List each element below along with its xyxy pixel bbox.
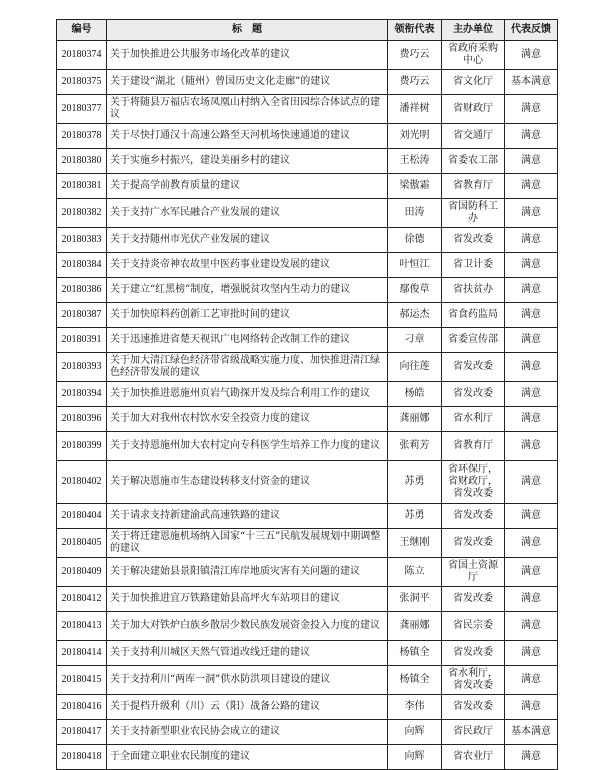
cell-feedback: 满意 bbox=[505, 353, 558, 382]
table-row bbox=[57, 124, 558, 149]
table-row bbox=[57, 529, 558, 558]
cell-title: 关于支持恩施州加大农村定向专科医学生培养工作力度的建议 bbox=[107, 432, 388, 461]
cell-title: 关于将迁建恩施机场纳入国家“十三五”民航发展规划中期调整的建议 bbox=[107, 529, 388, 558]
cell-unit: 省国土资源厅 bbox=[442, 558, 505, 587]
cell-feedback: 满意 bbox=[505, 558, 558, 587]
cell-no: 20180387 bbox=[57, 303, 107, 328]
cell-feedback: 满意 bbox=[505, 278, 558, 303]
table-row bbox=[57, 504, 558, 529]
table-body bbox=[57, 41, 558, 770]
table-row bbox=[57, 95, 558, 124]
cell-feedback: 满意 bbox=[505, 529, 558, 558]
cell-feedback: 满意 bbox=[505, 41, 558, 70]
cell-unit: 省水利厅 bbox=[442, 407, 505, 432]
cell-title: 关于支持利川“两库一洞”供水防洪项目建设的建议 bbox=[107, 666, 388, 695]
cell-no: 20180409 bbox=[57, 558, 107, 587]
cell-no: 20180418 bbox=[57, 745, 107, 770]
cell-feedback: 满意 bbox=[505, 328, 558, 353]
cell-feedback: 满意 bbox=[505, 666, 558, 695]
cell-title: 关于建立“红黑榜”制度，增强脱贫攻坚内生动力的建议 bbox=[107, 278, 388, 303]
cell-rep: 陈立 bbox=[388, 558, 442, 587]
cell-rep: 叶恒江 bbox=[388, 253, 442, 278]
cell-feedback: 满意 bbox=[505, 174, 558, 199]
cell-title: 关于提档升级利（川）云（阳）战备公路的建议 bbox=[107, 695, 388, 720]
cell-unit: 省交通厅 bbox=[442, 124, 505, 149]
cell-rep: 龚丽娜 bbox=[388, 407, 442, 432]
cell-unit: 省发改委 bbox=[442, 529, 505, 558]
cell-feedback: 满意 bbox=[505, 641, 558, 666]
cell-unit: 省教育厅 bbox=[442, 432, 505, 461]
table-row bbox=[57, 41, 558, 70]
cell-title: 关于加快原料药创新工艺审批时间的建议 bbox=[107, 303, 388, 328]
cell-feedback: 满意 bbox=[505, 228, 558, 253]
cell-no: 20180414 bbox=[57, 641, 107, 666]
cell-title: 关于将随县万福店农场凤凰山村纳入全省田园综合体试点的建议 bbox=[107, 95, 388, 124]
cell-unit: 省文化厅 bbox=[442, 70, 505, 95]
cell-rep: 杨镇全 bbox=[388, 666, 442, 695]
cell-unit: 省发改委 bbox=[442, 641, 505, 666]
cell-rep: 张莉芳 bbox=[388, 432, 442, 461]
cell-no: 20180399 bbox=[57, 432, 107, 461]
table-header-row bbox=[57, 20, 558, 41]
cell-unit: 省扶贫办 bbox=[442, 278, 505, 303]
cell-rep: 杨皓 bbox=[388, 382, 442, 407]
cell-rep: 龚丽娜 bbox=[388, 612, 442, 641]
cell-rep: 鄢俊草 bbox=[388, 278, 442, 303]
cell-rep: 刘光明 bbox=[388, 124, 442, 149]
cell-feedback: 满意 bbox=[505, 504, 558, 529]
cell-title: 关于支持炎帝神农故里中医药事业建设发展的建议 bbox=[107, 253, 388, 278]
cell-rep: 向辉 bbox=[388, 745, 442, 770]
cell-no: 20180380 bbox=[57, 149, 107, 174]
cell-unit: 省发改委 bbox=[442, 353, 505, 382]
table-row bbox=[57, 228, 558, 253]
cell-unit: 省委农工部 bbox=[442, 149, 505, 174]
table-row bbox=[57, 695, 558, 720]
table-row bbox=[57, 461, 558, 504]
cell-title: 关于解决建始县景阳镇清江库岸地质灾害有关问题的建议 bbox=[107, 558, 388, 587]
table-row bbox=[57, 745, 558, 770]
cell-title: 关于加快推进恩施州页岩气勘探开发及综合利用工作的建议 bbox=[107, 382, 388, 407]
table-row bbox=[57, 353, 558, 382]
cell-feedback: 满意 bbox=[505, 253, 558, 278]
cell-feedback: 满意 bbox=[505, 303, 558, 328]
cell-rep: 郝运杰 bbox=[388, 303, 442, 328]
cell-unit: 省农业厅 bbox=[442, 745, 505, 770]
table-row bbox=[57, 407, 558, 432]
table-row bbox=[57, 199, 558, 228]
cell-rep: 向往莲 bbox=[388, 353, 442, 382]
cell-no: 20180384 bbox=[57, 253, 107, 278]
cell-title: 关于加快推进公共服务市场化改革的建议 bbox=[107, 41, 388, 70]
cell-unit: 省财政厅 bbox=[442, 95, 505, 124]
cell-rep: 王松涛 bbox=[388, 149, 442, 174]
cell-no: 20180377 bbox=[57, 95, 107, 124]
cell-feedback: 基本满意 bbox=[505, 70, 558, 95]
cell-feedback: 满意 bbox=[505, 745, 558, 770]
cell-feedback: 满意 bbox=[505, 587, 558, 612]
cell-unit: 省委宣传部 bbox=[442, 328, 505, 353]
cell-rep: 李伟 bbox=[388, 695, 442, 720]
cell-title: 关于支持新型职业农民协会成立的建议 bbox=[107, 720, 388, 745]
cell-rep: 张洞平 bbox=[388, 587, 442, 612]
cell-no: 20180382 bbox=[57, 199, 107, 228]
table-row bbox=[57, 587, 558, 612]
table-row bbox=[57, 558, 558, 587]
cell-title: 关于实施乡村振兴，建设美丽乡村的建议 bbox=[107, 149, 388, 174]
cell-no: 20180416 bbox=[57, 695, 107, 720]
table-row bbox=[57, 432, 558, 461]
table-row bbox=[57, 382, 558, 407]
cell-rep: 费巧云 bbox=[388, 41, 442, 70]
table-row bbox=[57, 303, 558, 328]
cell-feedback: 满意 bbox=[505, 407, 558, 432]
cell-no: 20180381 bbox=[57, 174, 107, 199]
cell-no: 20180386 bbox=[57, 278, 107, 303]
cell-feedback: 满意 bbox=[505, 95, 558, 124]
cell-no: 20180413 bbox=[57, 612, 107, 641]
cell-rep: 潘祥树 bbox=[388, 95, 442, 124]
suggestions-table bbox=[56, 19, 558, 770]
cell-no: 20180378 bbox=[57, 124, 107, 149]
cell-feedback: 满意 bbox=[505, 382, 558, 407]
cell-title: 关于提高学前教育质量的建议 bbox=[107, 174, 388, 199]
cell-unit: 省民宗委 bbox=[442, 612, 505, 641]
cell-no: 20180415 bbox=[57, 666, 107, 695]
cell-unit: 省民政厅 bbox=[442, 720, 505, 745]
table-row bbox=[57, 70, 558, 95]
cell-title: 关于加大对铁炉白族乡散居少数民族发展资金投入力度的建议 bbox=[107, 612, 388, 641]
cell-title: 关于加快推进宜万铁路建始县高坪火车站项目的建议 bbox=[107, 587, 388, 612]
header-feedback: 代表反馈 bbox=[505, 20, 558, 41]
cell-unit: 省发改委 bbox=[442, 695, 505, 720]
cell-no: 20180394 bbox=[57, 382, 107, 407]
cell-no: 20180396 bbox=[57, 407, 107, 432]
table-row bbox=[57, 666, 558, 695]
table-row bbox=[57, 641, 558, 666]
cell-feedback: 基本满意 bbox=[505, 720, 558, 745]
cell-no: 20180375 bbox=[57, 70, 107, 95]
cell-title: 关于支持利川城区天然气管道改线迁建的建议 bbox=[107, 641, 388, 666]
header-unit: 主办单位 bbox=[442, 20, 505, 41]
cell-unit: 省食药监局 bbox=[442, 303, 505, 328]
cell-no: 20180374 bbox=[57, 41, 107, 70]
cell-rep: 苏勇 bbox=[388, 461, 442, 504]
cell-title: 关于迅速推进省楚天视讯广电网络转企改制工作的建议 bbox=[107, 328, 388, 353]
table-row bbox=[57, 720, 558, 745]
cell-title: 关于请求支持新建渝武高速铁路的建议 bbox=[107, 504, 388, 529]
cell-title: 关于解决恩施市生态建设转移支付资金的建议 bbox=[107, 461, 388, 504]
cell-title: 于全面建立职业农民制度的建议 bbox=[107, 745, 388, 770]
cell-unit: 省环保厅，省财政厅，省发改委 bbox=[442, 461, 505, 504]
cell-rep: 苏勇 bbox=[388, 504, 442, 529]
cell-no: 20180391 bbox=[57, 328, 107, 353]
cell-no: 20180404 bbox=[57, 504, 107, 529]
cell-feedback: 满意 bbox=[505, 199, 558, 228]
cell-title: 关于加大清江绿色经济带省级战略实施力度、加快推进清江绿色经济带发展的建议 bbox=[107, 353, 388, 382]
cell-unit: 省发改委 bbox=[442, 228, 505, 253]
table-row bbox=[57, 278, 558, 303]
cell-title: 关于加大对我州农村饮水安全投资力度的建议 bbox=[107, 407, 388, 432]
cell-feedback: 满意 bbox=[505, 432, 558, 461]
cell-feedback: 满意 bbox=[505, 612, 558, 641]
cell-title: 关于支持随州市光伏产业发展的建议 bbox=[107, 228, 388, 253]
cell-rep: 费巧云 bbox=[388, 70, 442, 95]
cell-no: 20180383 bbox=[57, 228, 107, 253]
table-row bbox=[57, 612, 558, 641]
table-row bbox=[57, 253, 558, 278]
header-title: 标 题 bbox=[107, 20, 388, 41]
cell-unit: 省水利厅，省发改委 bbox=[442, 666, 505, 695]
cell-unit: 省政府采购中心 bbox=[442, 41, 505, 70]
table-row bbox=[57, 149, 558, 174]
cell-unit: 省发改委 bbox=[442, 382, 505, 407]
cell-no: 20180405 bbox=[57, 529, 107, 558]
cell-rep: 向辉 bbox=[388, 720, 442, 745]
cell-feedback: 满意 bbox=[505, 149, 558, 174]
cell-rep: 徐德 bbox=[388, 228, 442, 253]
cell-no: 20180402 bbox=[57, 461, 107, 504]
cell-unit: 省国防科工办 bbox=[442, 199, 505, 228]
cell-rep: 刁章 bbox=[388, 328, 442, 353]
cell-title: 关于支持广水军民融合产业发展的建议 bbox=[107, 199, 388, 228]
table-row bbox=[57, 328, 558, 353]
cell-unit: 省卫计委 bbox=[442, 253, 505, 278]
cell-no: 20180393 bbox=[57, 353, 107, 382]
cell-feedback: 满意 bbox=[505, 461, 558, 504]
cell-unit: 省发改委 bbox=[442, 504, 505, 529]
header-rep: 领衔代表 bbox=[388, 20, 442, 41]
cell-feedback: 满意 bbox=[505, 124, 558, 149]
cell-rep: 杨镇全 bbox=[388, 641, 442, 666]
cell-rep: 梁傲霜 bbox=[388, 174, 442, 199]
cell-feedback: 满意 bbox=[505, 695, 558, 720]
cell-no: 20180417 bbox=[57, 720, 107, 745]
cell-rep: 田涛 bbox=[388, 199, 442, 228]
cell-no: 20180412 bbox=[57, 587, 107, 612]
header-no: 编号 bbox=[57, 20, 107, 41]
cell-title: 关于尽快打通汉十高速公路至天河机场快速通道的建议 bbox=[107, 124, 388, 149]
cell-unit: 省教育厅 bbox=[442, 174, 505, 199]
cell-unit: 省发改委 bbox=[442, 587, 505, 612]
table-row bbox=[57, 174, 558, 199]
cell-title: 关于建设“湖北（随州）曾国历史文化走廊”的建议 bbox=[107, 70, 388, 95]
cell-rep: 王继刚 bbox=[388, 529, 442, 558]
